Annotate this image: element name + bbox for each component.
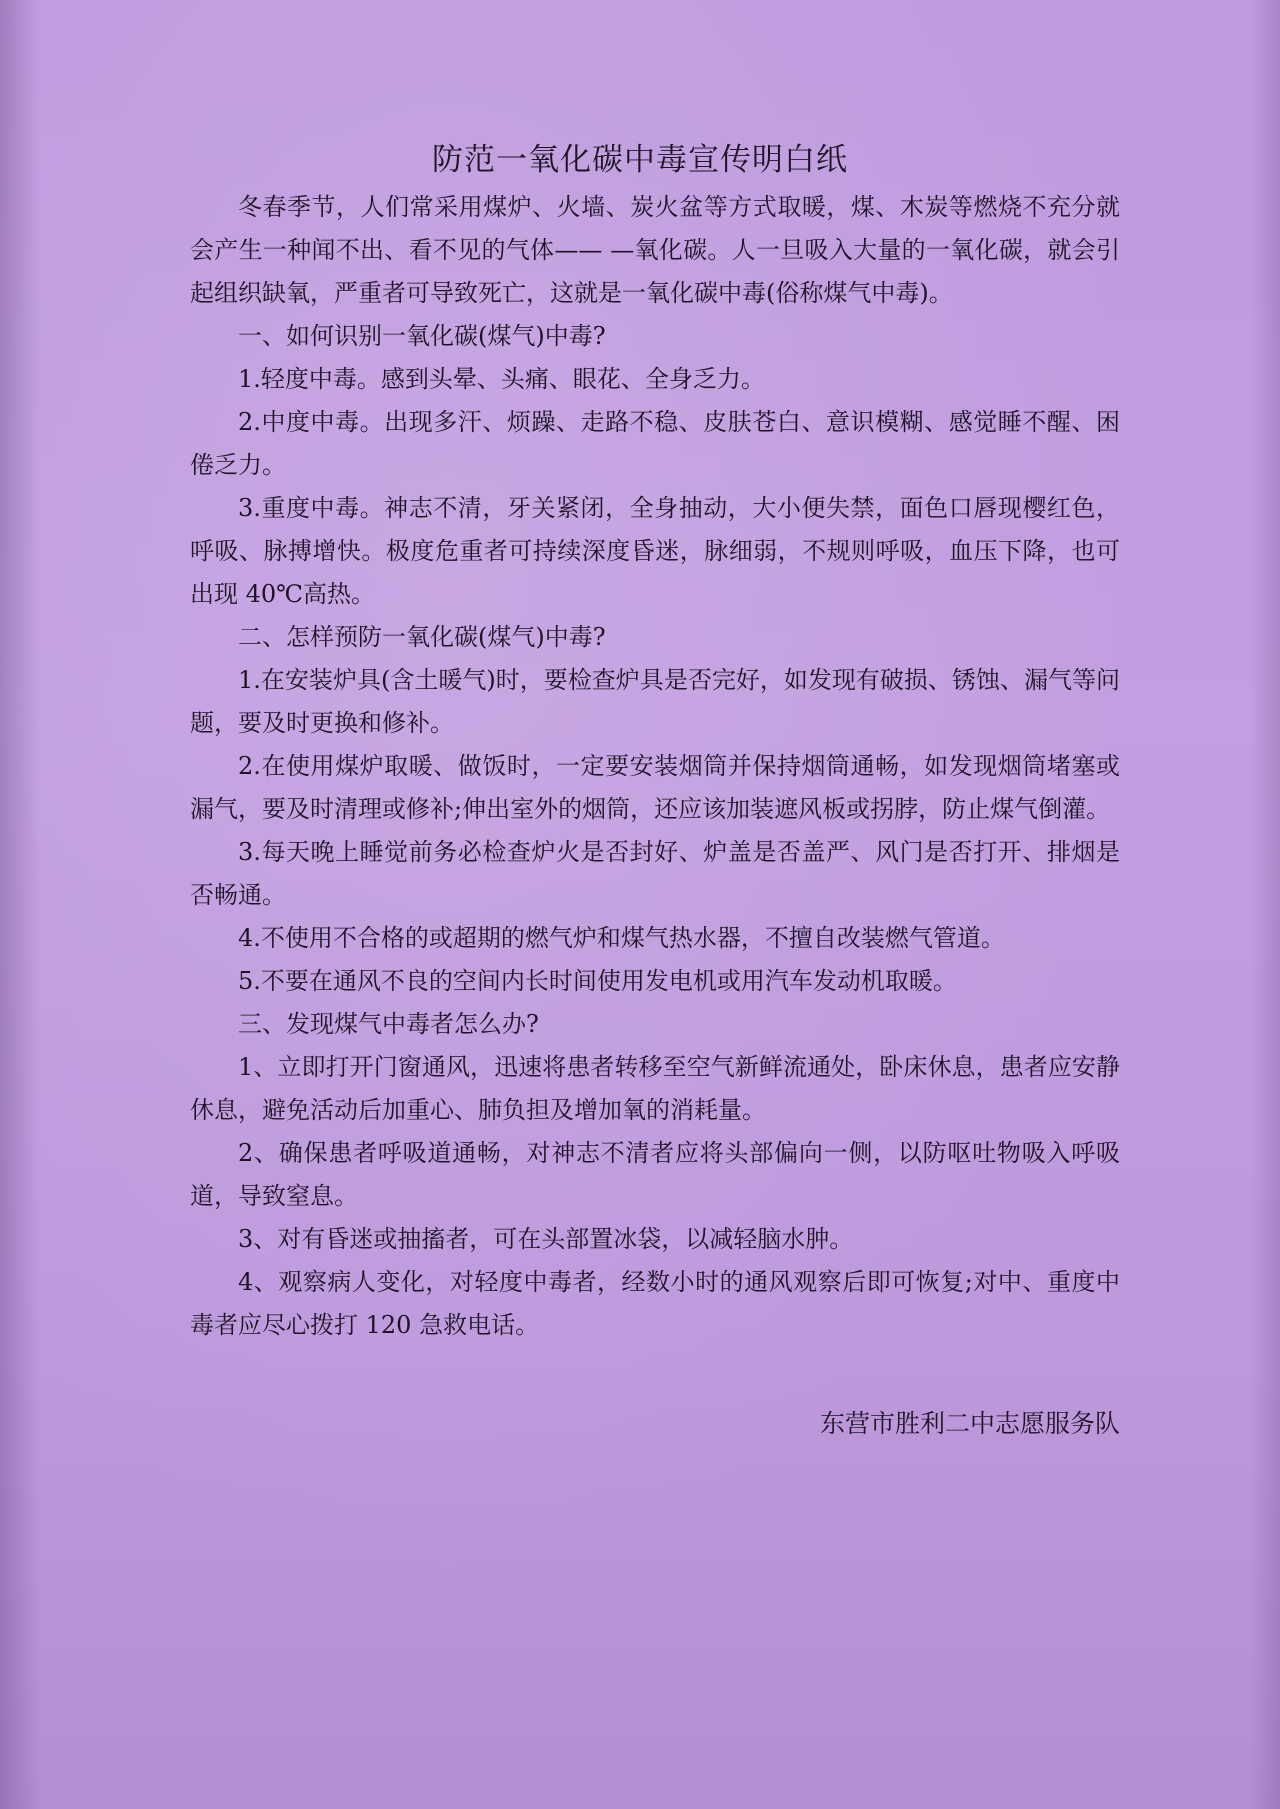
- section-heading-prevent: 二、怎样预防一氧化碳(煤气)中毒?: [238, 623, 606, 651]
- document-body: [190, 186, 1120, 1347]
- paper-edge-shadow-left: [0, 0, 40, 1809]
- section-heading-response: 三、发现煤气中毒者怎么办?: [238, 1010, 539, 1038]
- paper-edge-shadow-right: [1250, 0, 1280, 1809]
- prevent-item-4: 4.不使用不合格的或超期的燃气炉和煤气热水器，不擅自改装燃气管道。: [238, 924, 1005, 952]
- response-item-2: 2、确保患者呼吸道通畅，对神志不清者应将头部偏向一侧，以防呕吐物吸入呼吸道，导致窒息。: [190, 1139, 1120, 1210]
- prevent-item-1: 1.在安装炉具(含土暖气)时，要检查炉具是否完好，如发现有破损、锈蚀、漏气等问题，要及时更换和修补。: [190, 666, 1120, 737]
- section-heading-identify: 一、如何识别一氧化碳(煤气)中毒?: [238, 322, 606, 350]
- prevent-item-5: 5.不要在通风不良的空间内长时间使用发电机或用汽车发动机取暖。: [238, 967, 957, 995]
- identify-item-mild: 1.轻度中毒。感到头晕、头痛、眼花、全身乏力。: [238, 365, 765, 393]
- response-item-1: 1、立即打开门窗通风，迅速将患者转移至空气新鲜流通处，卧床休息，患者应安静休息，避免活动后加重心、肺负担及增加氧的消耗量。: [190, 1053, 1120, 1124]
- identify-item-severe: 3.重度中毒。神志不清，牙关紧闭，全身抽动，大小便失禁，面色口唇现樱红色，呼吸、脉搏增快。极度危重者可持续深度昏迷，脉细弱，不规则呼吸，血压下降，也可出现 40℃高热。: [190, 494, 1120, 608]
- document-title: 防范一氧化碳中毒宣传明白纸: [432, 142, 848, 178]
- response-item-4: 4、观察病人变化，对轻度中毒者，经数小时的通风观察后即可恢复;对中、重度中毒者应尽心拨打 120 急救电话。: [190, 1268, 1120, 1339]
- response-item-3: 3、对有昏迷或抽搐者，可在头部置冰袋，以减轻脑水肿。: [238, 1225, 854, 1253]
- intro-paragraph: 冬春季节，人们常采用煤炉、火墙、炭火盆等方式取暖，煤、木炭等燃烧不充分就会产生一种闻不出、看不见的气体—— —氧化碳。人一旦吸入大量的一氧化碳，就会引起组织缺氧，严重者可导致死亡，这就是一氧化碳中毒(俗称煤气中毒)。: [190, 193, 1120, 307]
- identify-item-moderate: 2.中度中毒。出现多汗、烦躁、走路不稳、皮肤苍白、意识模糊、感觉睡不醒、困倦乏力。: [190, 408, 1120, 479]
- prevent-item-2: 2.在使用煤炉取暖、做饭时，一定要安装烟筒并保持烟筒通畅，如发现烟筒堵塞或漏气，要及时清理或修补;伸出室外的烟筒，还应该加装遮风板或拐脖，防止煤气倒灌。: [190, 752, 1120, 823]
- signature-organization: 东营市胜利二中志愿服务队: [819, 1409, 1120, 1438]
- prevent-item-3: 3.每天晚上睡觉前务必检查炉火是否封好、炉盖是否盖严、风门是否打开、排烟是否畅通。: [190, 838, 1120, 909]
